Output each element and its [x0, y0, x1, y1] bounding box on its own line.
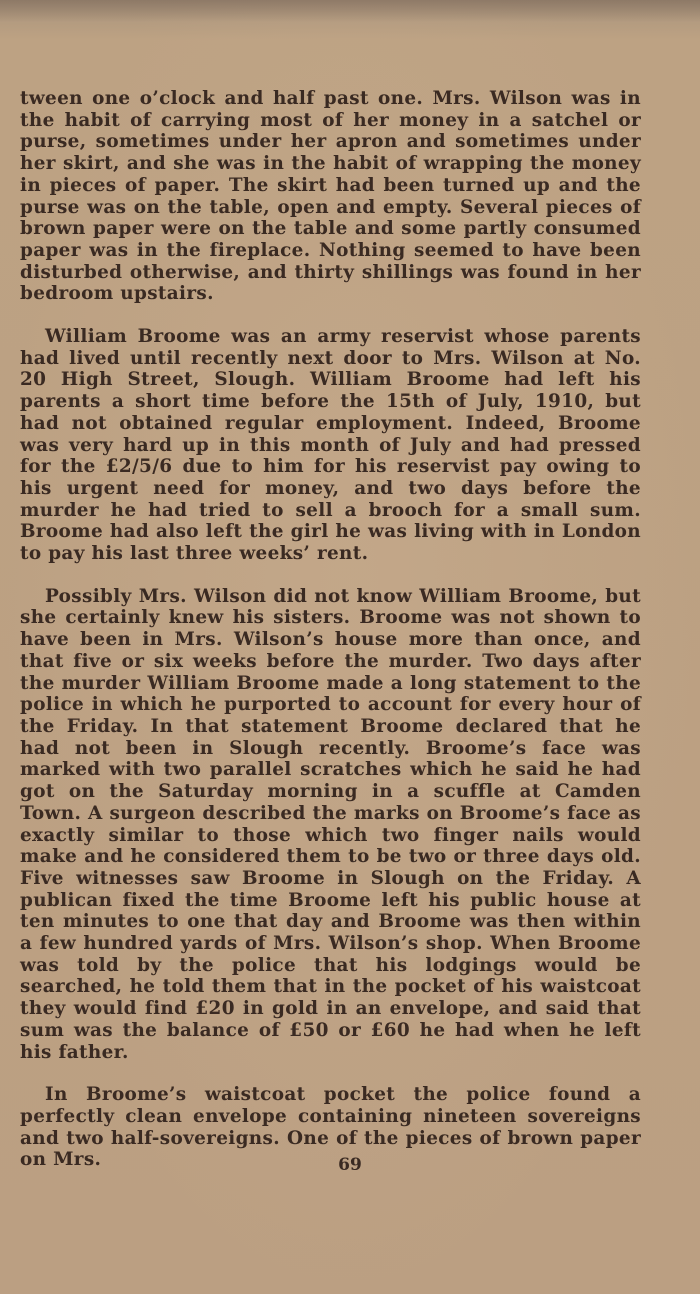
paragraph-4: In Broome’s waistcoat pocket the police found a perfectly clean envelope containing nineteen sovereigns and two half-sovereigns. One of the pieces of brown paper on Mrs.	[20, 1084, 641, 1171]
book-page-body	[20, 88, 641, 1192]
paragraph-3: Possibly Mrs. Wilson did not know William Broome, but she certainly knew his sisters. Broome was not shown to have been in Mrs. Wilson’s house more than once, and that five or six weeks before the murder. Two days after the murder William Broome made a long statement to the police in which he purported to account for every hour of the Friday. In that statement Broome declared that he had not been in Slough recently. Broome’s face was marked with two parallel scratches which he said he had got on the Saturday morning in a scuffle at Camden Town. A surgeon described the marks on Broome’s face as exactly similar to those which two finger nails would make and he considered them to be two or three days old. Five witnesses saw Broome in Slough on the Friday. A publican fixed the time Broome left his public house at ten minutes to one that day and Broome was then within a few hundred yards of Mrs. Wilson’s shop. When Broome was told by the police that his lodgings would be searched, he told them that in the pocket of his waistcoat they would find £20 in gold in an envelope, and said that sum was the balance of £50 or £60 he had when he left his father.	[20, 585, 641, 1063]
page-top-edge	[0, 0, 700, 22]
paragraph-2: William Broome was an army reservist whose parents had lived until recently next door to Mrs. Wilson at No. 20 High Street, Slough. William Broome had left his parents a short time before the 15th of July, 1910, but had not obtained regular employment. Indeed, Broome was very hard up in this month of July and had pressed for the £2/5/6 due to him for his reservist pay owing to his urgent need for money, and two days before the murder he had tried to sell a brooch for a small sum. Broome had also left the girl he was living with in London to pay his last three weeks’ rent.	[20, 326, 641, 565]
paragraph-1: tween one o’clock and half past one. Mrs. Wilson was in the habit of carrying most of her money in a satchel or purse, sometimes under her apron and sometimes under her skirt, and she was in the habit of wrapping the money in pieces of paper. The skirt had been turned up and the purse was on the table, open and empty. Several pieces of brown paper were on the table and some partly consumed paper was in the fireplace. Nothing seemed to have been disturbed otherwise, and thirty shillings was found in her bedroom upstairs.	[20, 88, 641, 305]
page-number: 69	[338, 1155, 362, 1175]
